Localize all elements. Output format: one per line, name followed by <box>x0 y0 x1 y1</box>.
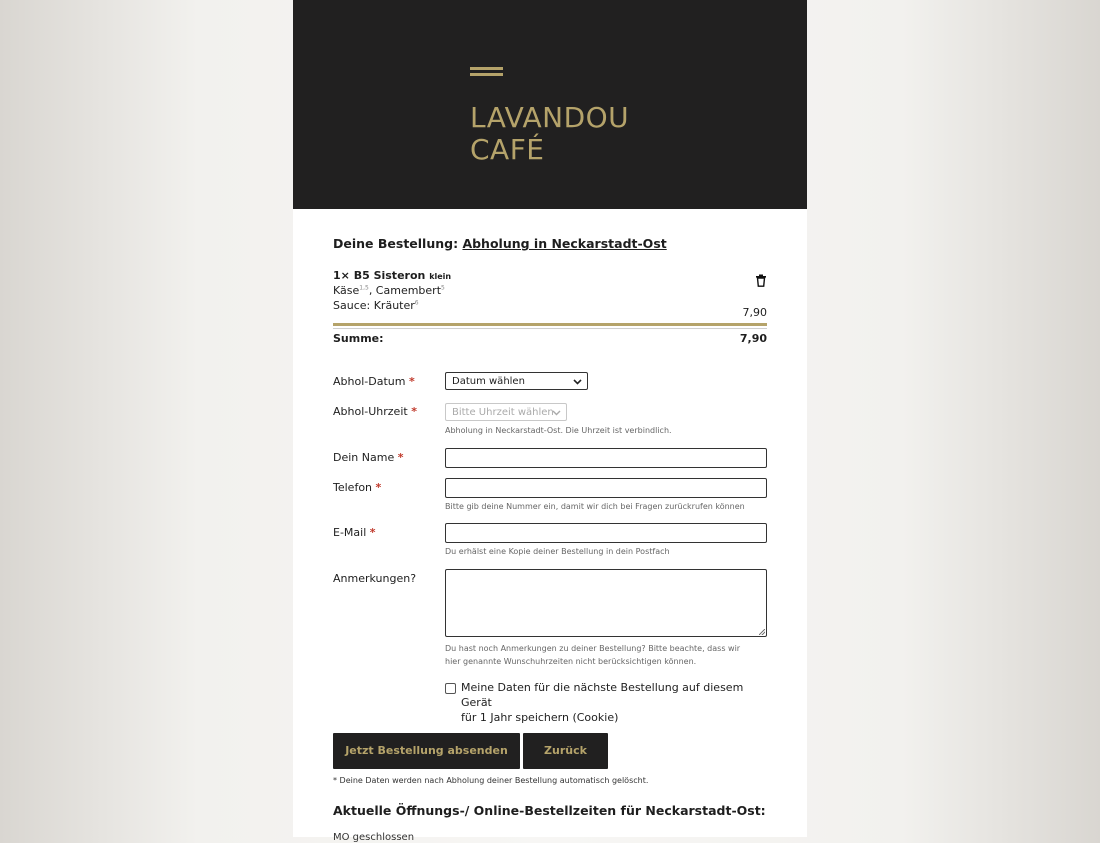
required-mark: * <box>397 451 404 464</box>
chevron-down-icon <box>573 373 582 398</box>
pickup-date-label-text: Abhol-Datum <box>333 375 406 388</box>
pickup-time-label-text: Abhol-Uhrzeit <box>333 405 408 418</box>
order-item-size: klein <box>429 272 452 281</box>
required-mark: * <box>375 481 382 494</box>
order-item-sauce <box>333 299 419 312</box>
privacy-footnote: * Deine Daten werden nach Abholung deiner Bestellung automatisch gelöscht. <box>333 776 649 785</box>
order-item-price: 7,90 <box>742 306 767 319</box>
phone-label <box>333 481 381 494</box>
notes-textarea[interactable] <box>445 569 767 637</box>
order-item-name: 1× B5 Sisteron <box>333 269 426 282</box>
notes-label: Anmerkungen? <box>333 572 417 585</box>
divider <box>333 323 767 326</box>
email-hint: Du erhälst eine Kopie deiner Bestellung in dein Postfach <box>445 547 670 556</box>
phone-input[interactable] <box>445 478 767 498</box>
remember-data-label-line-1: Meine Daten für die nächste Bestellung auf diesem Gerät <box>461 681 744 709</box>
name-label <box>333 451 403 464</box>
pickup-location-link[interactable]: Abholung in Neckarstadt-Ost <box>462 236 667 251</box>
name-input[interactable] <box>445 448 767 468</box>
opening-hours-heading: Aktuelle Öffnungs-/ Online-Bestellzeiten für Neckarstadt-Ost: <box>333 803 766 818</box>
remember-data-label[interactable] <box>461 680 761 725</box>
opening-hours-first-line: MO geschlossen <box>333 832 415 843</box>
submit-order-button[interactable]: Jetzt Bestellung absenden <box>333 733 520 769</box>
ingredient-camembert: , Camembert <box>368 284 442 297</box>
logo-line-1: LAVANDOU <box>470 101 630 134</box>
divider-thin <box>333 328 767 329</box>
order-heading <box>333 236 667 251</box>
order-item-title <box>333 269 451 282</box>
remember-data-label-line-2: für 1 Jahr speichern (Cookie) <box>461 711 619 724</box>
order-heading-prefix: Deine Bestellung: <box>333 236 463 251</box>
pickup-time-select[interactable] <box>445 403 567 421</box>
order-page <box>293 0 807 843</box>
sum-value: 7,90 <box>739 332 767 345</box>
allergen-note-2: 5 <box>441 284 445 292</box>
required-mark: * <box>408 375 415 388</box>
pickup-date-value: Datum wählen <box>452 376 525 387</box>
trash-icon[interactable] <box>755 272 767 285</box>
resize-handle[interactable] <box>759 629 765 635</box>
allergen-note-3: 6 <box>414 299 419 307</box>
notes-hint-line-1: Du hast noch Anmerkungen zu deiner Bestellung? Bitte beachte, dass wir <box>445 644 741 653</box>
ingredient-cheese: Käse <box>333 284 360 297</box>
back-button[interactable]: Zurück <box>523 733 608 769</box>
sum-label: Summe: <box>333 332 384 345</box>
phone-hint: Bitte gib deine Nummer ein, damit wir dich bei Fragen zurückrufen können <box>445 502 745 511</box>
sauce-text: Sauce: Kräuter <box>333 299 415 312</box>
notes-hint-line-2: hier genannte Wunschuhrzeiten nicht berücksichtigen können. <box>445 657 697 666</box>
pickup-time-hint: Abholung in Neckarstadt-Ost. Die Uhrzeit ist verbindlich. <box>445 426 672 435</box>
pickup-time-value: Bitte Uhrzeit wählen <box>452 407 554 418</box>
order-item-ingredients <box>333 284 445 297</box>
email-label-text: E-Mail <box>333 526 367 539</box>
pickup-time-label <box>333 405 417 418</box>
allergen-note-1: 1,5 <box>359 284 369 292</box>
pickup-date-select[interactable] <box>445 372 588 390</box>
required-mark: * <box>411 405 417 418</box>
email-label <box>333 526 376 539</box>
menu-icon[interactable] <box>470 66 503 78</box>
phone-label-text: Telefon <box>333 481 373 494</box>
required-mark: * <box>369 526 376 539</box>
hero-header <box>293 0 807 209</box>
email-input[interactable] <box>445 523 767 543</box>
logo[interactable] <box>470 102 629 166</box>
name-label-text: Dein Name <box>333 451 395 464</box>
remember-data-checkbox[interactable] <box>445 683 456 694</box>
pickup-date-label <box>333 375 415 388</box>
logo-line-2: CAFÉ <box>470 133 545 166</box>
